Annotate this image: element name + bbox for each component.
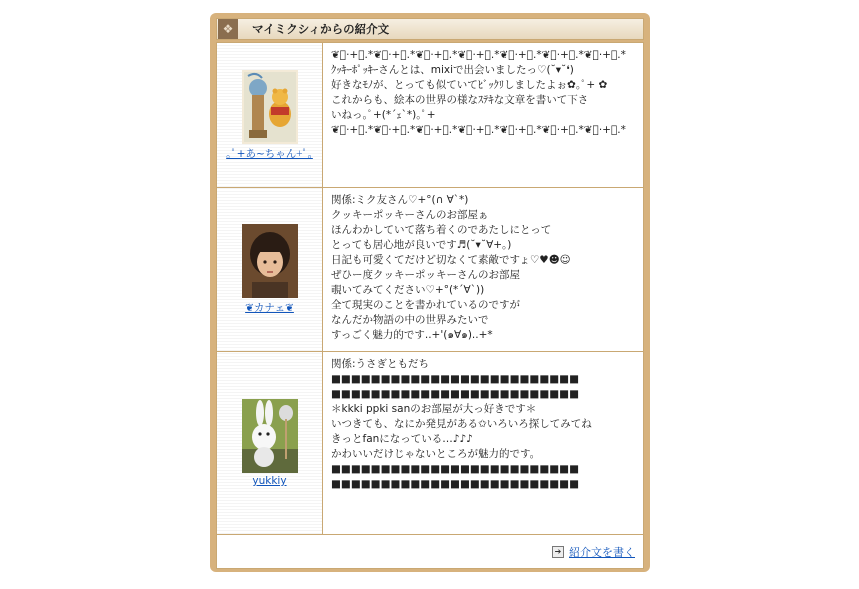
sparkle-icon: ❖ (218, 19, 238, 39)
text-line: ■■■■■■■■■■■■■■■■■■■■■■■■■ (331, 373, 580, 385)
panel-header (216, 18, 644, 40)
text-line: ほんわかしていて落ち着くのであたしにとって (331, 224, 552, 236)
introduction-row (217, 43, 643, 188)
text-line: クッキーポッキーさんのお部屋ぁ (331, 209, 489, 221)
introduction-text (323, 188, 643, 351)
text-line: ❦ﾟ·+｡.*❦ﾟ·+｡.*❦ﾟ·+｡.*❦ﾟ·+｡.*❦ﾟ·+｡.*❦ﾟ·+｡.*❦ﾟ·+｡.* (331, 49, 626, 61)
girl-photo-avatar[interactable] (242, 224, 298, 298)
text-line: ❦ﾟ·+｡.*❦ﾟ·+｡.*❦ﾟ·+｡.*❦ﾟ·+｡.*❦ﾟ·+｡.*❦ﾟ·+｡.*❦ﾟ·+｡.* (331, 124, 626, 136)
author-name-link[interactable]: ❦カナェ❦ (245, 302, 294, 314)
text-line: ■■■■■■■■■■■■■■■■■■■■■■■■■ (331, 388, 580, 400)
text-line: きっとfanになっている…♪♪♪ (331, 433, 473, 445)
winnie-the-pooh-avatar[interactable] (242, 70, 298, 144)
text-line: 好きなﾓﾉが、とっても似ていてﾋﾞｯｸﾘしましたよぉ✿｡ﾟ+ ✿ (331, 79, 608, 91)
text-line: ｸｯｷｰﾎﾟｯｷｰさんとは、mixiで出会いましたっ♡(˘▾˘❛) (331, 64, 574, 76)
introduction-text (323, 43, 643, 187)
text-line: なんだか物語の中の世界みたいで (331, 314, 489, 326)
introduction-row (217, 352, 643, 535)
text-line: 日記も可愛くてだけど切なくて素敵ですょ♡♥☻☺ (331, 254, 571, 266)
introduction-panel (210, 13, 650, 572)
author-name-link[interactable]: ｡ﾟ+あ~ちゃん+ﾟ｡ (226, 147, 313, 160)
text-line: ■■■■■■■■■■■■■■■■■■■■■■■■■ (331, 463, 580, 475)
text-line: いねっ｡ﾟ+(*´ｪ`*)｡ﾟ+ (331, 109, 436, 121)
panel-footer (217, 535, 643, 568)
introduction-table (216, 42, 644, 569)
panel-title: マイミクシィからの紹介文 (252, 22, 390, 36)
text-line: ぜひー度クッキーポッキーさんのお部屋 (331, 269, 520, 281)
text-line: 関係:うさぎともだち (331, 358, 430, 370)
text-line: 全て現実のことを書かれているのですが (331, 299, 520, 311)
write-introduction-link[interactable]: 紹介文を書く (569, 545, 635, 559)
text-line: すっごく魅力的です..+'(๑∀๑)..+* (331, 329, 493, 341)
text-line: 関係:ミク友さん♡+°(∩ ∀`*) (331, 194, 469, 206)
text-line: ＊kkki ppki sanのお部屋が大っ好きです＊ (331, 403, 537, 415)
introduction-text (323, 352, 643, 534)
author-cell (217, 352, 323, 534)
text-line: いつきても、なにか発見がある✩いろいろ探してみてね (331, 418, 592, 430)
rabbit-plush-avatar[interactable] (242, 399, 298, 473)
author-cell (217, 43, 323, 187)
text-line: ■■■■■■■■■■■■■■■■■■■■■■■■■ (331, 478, 580, 490)
author-cell (217, 188, 323, 351)
text-line: かわいいだけじゃないところが魅力的です。 (331, 448, 541, 460)
text-line: とっても居心地が良いです♬(˘▾˘∀+｡) (331, 239, 512, 251)
arrow-right-icon: ➔ (552, 546, 564, 558)
author-name-link[interactable]: yukkiy (252, 475, 287, 487)
text-line: 覗いてみてください♡+°(*´∀`)) (331, 284, 485, 296)
introduction-row (217, 188, 643, 352)
text-line: これからも、絵本の世界の様なｽﾃｷな文章を書いて下さ (331, 94, 589, 106)
